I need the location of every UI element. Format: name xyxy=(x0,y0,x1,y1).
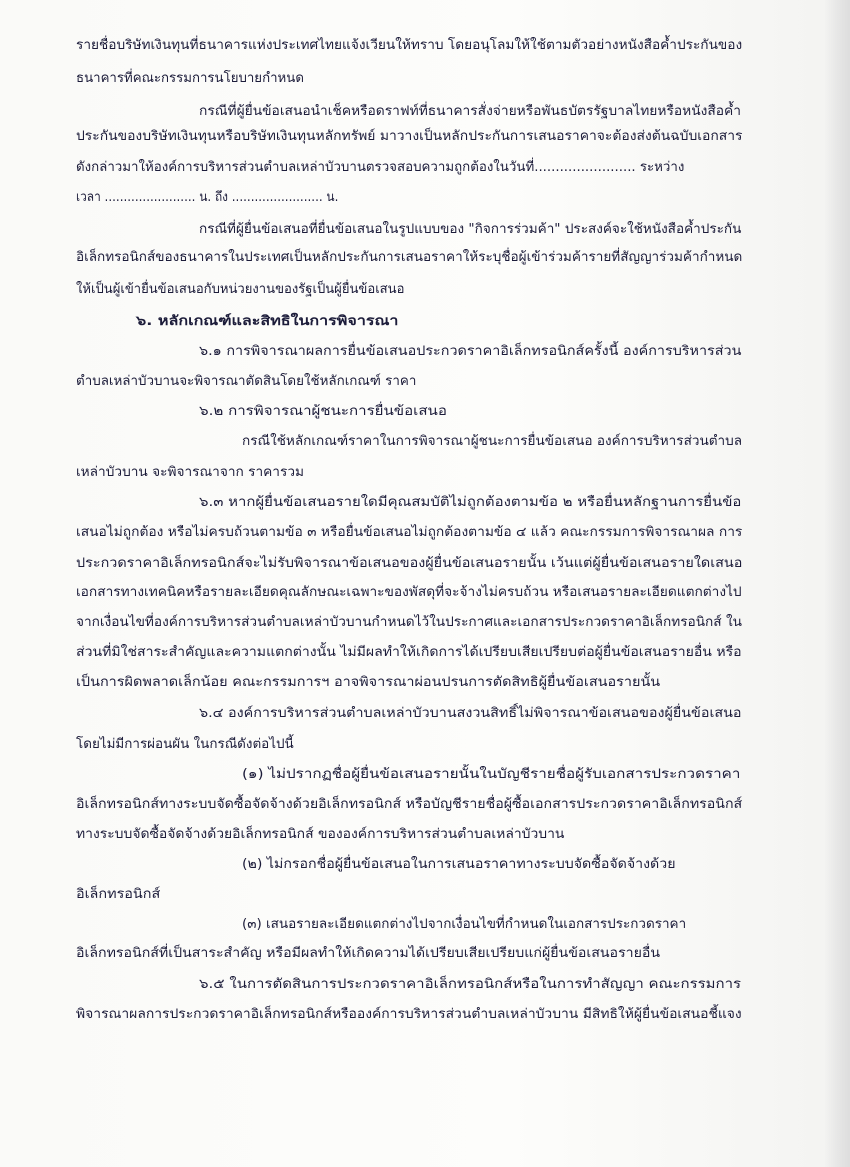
text-line: เหล่าบัวบาน จะพิจารณาจาก ราคารวม xyxy=(76,465,305,480)
text-line: ๖.๑ การพิจารณาผลการยื่นข้อเสนอประกวดราคาอิเล็กทรอนิกส์ครั้งนี้ องค์การบริหารส่วน xyxy=(199,344,742,359)
section-heading: ๖. หลักเกณฑ์และสิทธิในการพิจารณา xyxy=(136,314,399,329)
text-line: จากเงื่อนไขที่องค์การบริหารส่วนตำบลเหล่าบัวบานกำหนดไว้ในประกาศและเอกสารประกวดราคาอิเล็กทรอนิกส์ ใน xyxy=(76,615,742,630)
text-line: เวลา ........................ น. ถึง ........................ น. xyxy=(76,190,339,205)
text-line: ๖.๔ องค์การบริหารส่วนตำบลเหล่าบัวบานสงวนสิทธิ์ไม่พิจารณาข้อเสนอของผู้ยื่นข้อเสนอ xyxy=(199,706,742,721)
text-line: รายชื่อบริษัทเงินทุนที่ธนาคารแห่งประเทศไทยแจ้งเวียนให้ทราบ โดยอนุโลมให้ใช้ตามตัวอย่างหนังสือค้ำประกันของ xyxy=(76,38,743,53)
text-line: โดยไม่มีการผ่อนผัน ในกรณีดังต่อไปนี้ xyxy=(76,737,294,752)
text-line: กรณีที่ผู้ยื่นข้อเสนอที่ยื่นข้อเสนอในรูปแบบของ "กิจการร่วมค้า" ประสงค์จะใช้หนังสือค้ำประกัน xyxy=(199,222,742,237)
text-line: ๖.๓ หากผู้ยื่นข้อเสนอรายใดมีคุณสมบัติไม่ถูกต้องตามข้อ ๒ หรือยื่นหลักฐานการยื่นข้อ xyxy=(199,495,742,510)
text-line: ตำบลเหล่าบัวบานจะพิจารณาตัดสินโดยใช้หลักเกณฑ์ ราคา xyxy=(76,374,417,389)
text-line: อิเล็กทรอนิกส์ทางระบบจัดซื้อจัดจ้างด้วยอิเล็กทรอนิกส์ หรือบัญชีรายชื่อผู้ซื้อเอกสารประกวดราคาอิเล็กทรอนิกส์ xyxy=(76,797,743,812)
text-line: (๑) ไม่ปรากฏชื่อผู้ยื่นข้อเสนอรายนั้นในบัญชีรายชื่อผู้รับเอกสารประกวดราคา xyxy=(242,767,741,782)
text-line: ให้เป็นผู้เข้ายื่นข้อเสนอกับหน่วยงานของรัฐเป็นผู้ยื่นข้อเสนอ xyxy=(76,282,405,297)
text-line: ประกันของบริษัทเงินทุนหรือบริษัทเงินทุนหลักทรัพย์ มาวางเป็นหลักประกันการเสนอราคาจะต้องส่งต้นฉบับเอกสาร xyxy=(76,129,743,144)
text-line: ทางระบบจัดซื้อจัดจ้างด้วยอิเล็กทรอนิกส์ ขององค์การบริหารส่วนตำบลเหล่าบัวบาน xyxy=(76,827,565,842)
text-line: ธนาคารที่คณะกรรมการนโยบายกำหนด xyxy=(76,71,304,86)
page-edge-shadow xyxy=(824,0,850,1167)
text-line: ประกวดราคาอิเล็กทรอนิกส์จะไม่รับพิจารณาข้อเสนอของผู้ยื่นข้อเสนอรายนั้น เว้นแต่ผู้ยื่นข้อเสนอรายใดเสนอ xyxy=(76,556,743,571)
text-line: เอกสารทางเทคนิคหรือรายละเอียดคุณลักษณะเฉพาะของพัสดุที่จะจ้างไม่ครบถ้วน หรือเสนอรายละเอียดแตกต่างไป xyxy=(76,585,742,600)
text-line: อิเล็กทรอนิกส์ของธนาคารในประเทศเป็นหลักประกันการเสนอราคาให้ระบุชื่อผู้เข้าร่วมค้ารายที่สัญญาร่วมค้ากำหนด xyxy=(76,250,743,265)
text-line: ดังกล่าวมาให้องค์การบริหารส่วนตำบลเหล่าบัวบานตรวจสอบความถูกต้องในวันที่........................ ระหว่าง xyxy=(76,160,685,175)
text-line: ส่วนที่มิใช่สาระสำคัญและความแตกต่างนั้น ไม่มีผลทำให้เกิดการได้เปรียบเสียเปรียบต่อผู้ยื่นข้อเสนอรายอื่น หรือ xyxy=(76,645,742,660)
text-line: กรณีใช้หลักเกณฑ์ราคาในการพิจารณาผู้ชนะการยื่นข้อเสนอ องค์การบริหารส่วนตำบล xyxy=(242,434,743,449)
text-line: เป็นการผิดพลาดเล็กน้อย คณะกรรมการฯ อาจพิจารณาผ่อนปรนการตัดสิทธิผู้ยื่นข้อเสนอรายนั้น xyxy=(76,675,661,690)
text-line: (๒) ไม่กรอกชื่อผู้ยื่นข้อเสนอในการเสนอราคาทางระบบจัดซื้อจัดจ้างด้วย xyxy=(242,857,676,872)
text-line: อิเล็กทรอนิกส์ xyxy=(76,887,161,902)
text-line: พิจารณาผลการประกวดราคาอิเล็กทรอนิกส์หรือองค์การบริหารส่วนตำบลเหล่าบัวบาน มีสิทธิให้ผู้ยื่นข้อเสนอชี้แจง xyxy=(76,1007,742,1022)
text-line: เสนอไม่ถูกต้อง หรือไม่ครบถ้วนตามข้อ ๓ หรือยื่นข้อเสนอไม่ถูกต้องตามข้อ ๔ แล้ว คณะกรรมการพิจารณาผล การ xyxy=(76,525,743,540)
text-line: กรณีที่ผู้ยื่นข้อเสนอนำเช็คหรือดราฟท์ที่ธนาคารสั่งจ่ายหรือพันธบัตรรัฐบาลไทยหรือหนังสือค้ำ xyxy=(199,104,741,119)
text-line: (๓) เสนอรายละเอียดแตกต่างไปจากเงื่อนไขที่กำหนดในเอกสารประกวดราคา xyxy=(242,917,687,932)
text-line: ๖.๒ การพิจารณาผู้ชนะการยื่นข้อเสนอ xyxy=(199,404,447,419)
text-line: ๖.๕ ในการตัดสินการประกวดราคาอิเล็กทรอนิกส์หรือในการทำสัญญา คณะกรรมการ xyxy=(199,977,742,992)
text-line: อิเล็กทรอนิกส์ที่เป็นสาระสำคัญ หรือมีผลทำให้เกิดความได้เปรียบเสียเปรียบแก่ผู้ยื่นข้อเสนอรายอื่น xyxy=(76,946,661,961)
